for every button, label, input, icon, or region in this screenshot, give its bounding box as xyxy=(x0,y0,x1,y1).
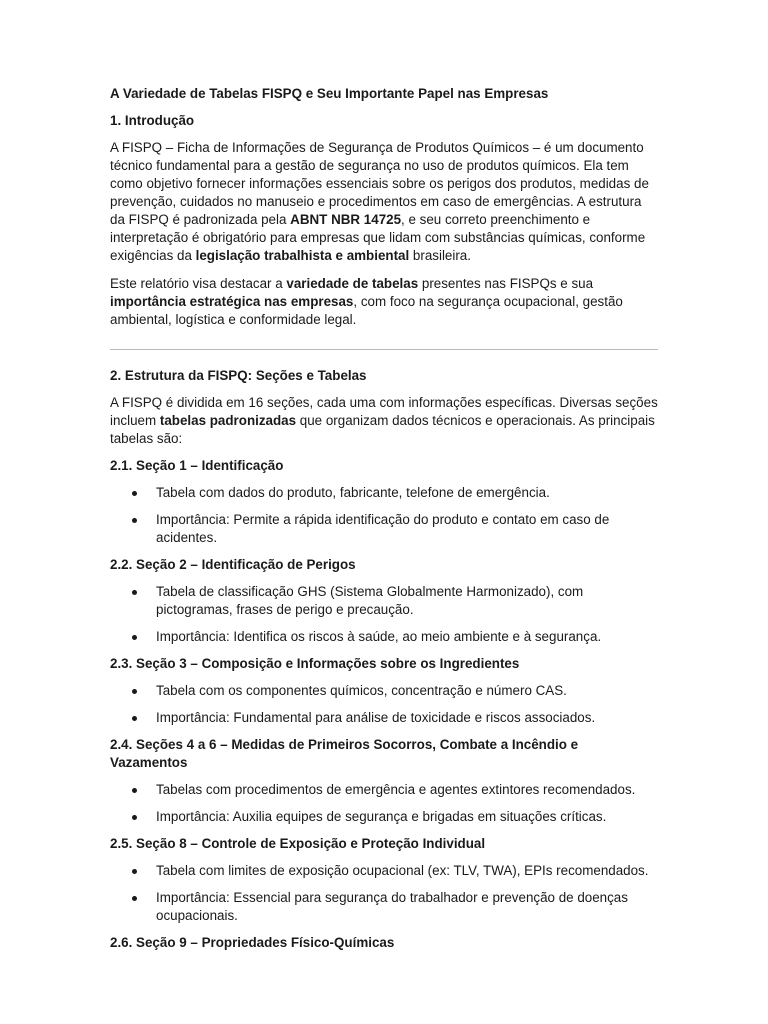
list-item xyxy=(110,808,658,826)
list-item-text: Tabela com os componentes químicos, concentração e número CAS. xyxy=(156,683,567,698)
text-run: brasileira. xyxy=(409,248,471,263)
text-run: que organizam dados técnicos e operacionais. As principais tabelas são: xyxy=(110,413,655,446)
list-item-text: Importância: Permite a rápida identificação do produto e contato em caso de acidentes. xyxy=(156,512,610,545)
bullet-icon xyxy=(132,716,137,721)
text-run: , com foco na segurança ocupacional, gestão ambiental, logística e conformidade legal. xyxy=(110,294,623,327)
subsection-heading: 2.2. Seção 2 – Identificação de Perigos xyxy=(110,557,356,572)
subsection-heading: 2.3. Seção 3 – Composição e Informações sobre os Ingredientes xyxy=(110,656,520,671)
list-item xyxy=(110,484,658,502)
intro-paragraph-2 xyxy=(110,275,658,329)
bullet-icon xyxy=(132,896,137,901)
list-item-text: Tabela com dados do produto, fabricante, telefone de emergência. xyxy=(156,485,550,500)
list-item-text: Importância: Fundamental para análise de toxicidade e riscos associados. xyxy=(156,710,596,725)
list-item xyxy=(110,709,658,727)
bullet-icon xyxy=(132,689,137,694)
document-page xyxy=(110,80,658,961)
subsection-heading: 2.1. Seção 1 – Identificação xyxy=(110,458,284,473)
list-item xyxy=(110,781,658,799)
bold-text: ABNT NBR 14725 xyxy=(290,212,402,227)
list-item xyxy=(110,682,658,700)
bold-text: variedade de tabelas xyxy=(286,276,419,291)
bullet-icon xyxy=(132,869,137,874)
list-item-text: Tabela com limites de exposição ocupacional (ex: TLV, TWA), EPIs recomendados. xyxy=(156,863,649,878)
bullet-icon xyxy=(132,590,137,595)
bullet-list xyxy=(110,583,658,646)
list-item xyxy=(110,862,658,880)
bullet-icon xyxy=(132,815,137,820)
list-item-text: Importância: Auxilia equipes de segurança e brigadas em situações críticas. xyxy=(156,809,607,824)
bold-text: legislação trabalhista e ambiental xyxy=(195,248,410,263)
structure-paragraph xyxy=(110,394,658,448)
bullet-icon xyxy=(132,788,137,793)
text-run: A FISPQ – Ficha de Informações de Segurança de Produtos Químicos – é um documento técnico fundamental para a gestão de segurança no uso de produtos químicos. Ela tem como objetivo fornecer informações essenciais sobre os perigos dos produtos, medidas de prevenção, cuidados no manuseio e procedimentos em caso de emergências. A estrutura da FISPQ é padronizada pela xyxy=(110,140,649,227)
bold-text: tabelas padronizadas xyxy=(159,413,297,428)
list-item-text: Importância: Essencial para segurança do trabalhador e prevenção de doenças ocupacionais. xyxy=(156,890,628,923)
bullet-icon xyxy=(132,491,137,496)
bold-text: importância estratégica nas empresas xyxy=(110,294,354,309)
bullet-icon xyxy=(132,635,137,640)
list-item-text: Tabelas com procedimentos de emergência e agentes extintores recomendados. xyxy=(156,782,636,797)
list-item xyxy=(110,628,658,646)
text-run: Este relatório visa destacar a xyxy=(110,276,287,291)
subsection-heading: 2.6. Seção 9 – Propriedades Físico-Químicas xyxy=(110,935,395,950)
text-run: , e seu correto preenchimento e interpretação é obrigatório para empresas que lidam com substâncias químicas, conforme exigências da xyxy=(110,212,646,263)
list-item xyxy=(110,583,658,619)
bullet-list xyxy=(110,781,658,826)
subsection-heading: 2.5. Seção 8 – Controle de Exposição e Proteção Individual xyxy=(110,836,486,851)
text-run: presentes nas FISPQs e sua xyxy=(418,276,594,291)
list-item xyxy=(110,511,658,547)
list-item-text: Tabela de classificação GHS (Sistema Globalmente Harmonizado), com pictogramas, frases de perigo e precaução. xyxy=(156,584,584,617)
intro-heading: 1. Introdução xyxy=(110,113,195,128)
structure-heading: 2. Estrutura da FISPQ: Seções e Tabelas xyxy=(110,368,367,383)
bullet-list xyxy=(110,862,658,925)
bullet-list xyxy=(110,682,658,727)
section-list xyxy=(110,457,658,952)
intro-paragraph-1 xyxy=(110,139,658,265)
bullet-icon xyxy=(132,518,137,523)
subsection-heading: 2.4. Seções 4 a 6 – Medidas de Primeiros Socorros, Combate a Incêndio e Vazamentos xyxy=(110,737,579,770)
text-run: A FISPQ é dividida em 16 seções, cada uma com informações específicas. Diversas seções incluem xyxy=(110,395,658,428)
bullet-list xyxy=(110,484,658,547)
section-divider xyxy=(110,349,658,350)
list-item xyxy=(110,889,658,925)
document-title: A Variedade de Tabelas FISPQ e Seu Importante Papel nas Empresas xyxy=(110,86,549,101)
list-item-text: Importância: Identifica os riscos à saúde, ao meio ambiente e à segurança. xyxy=(156,629,602,644)
